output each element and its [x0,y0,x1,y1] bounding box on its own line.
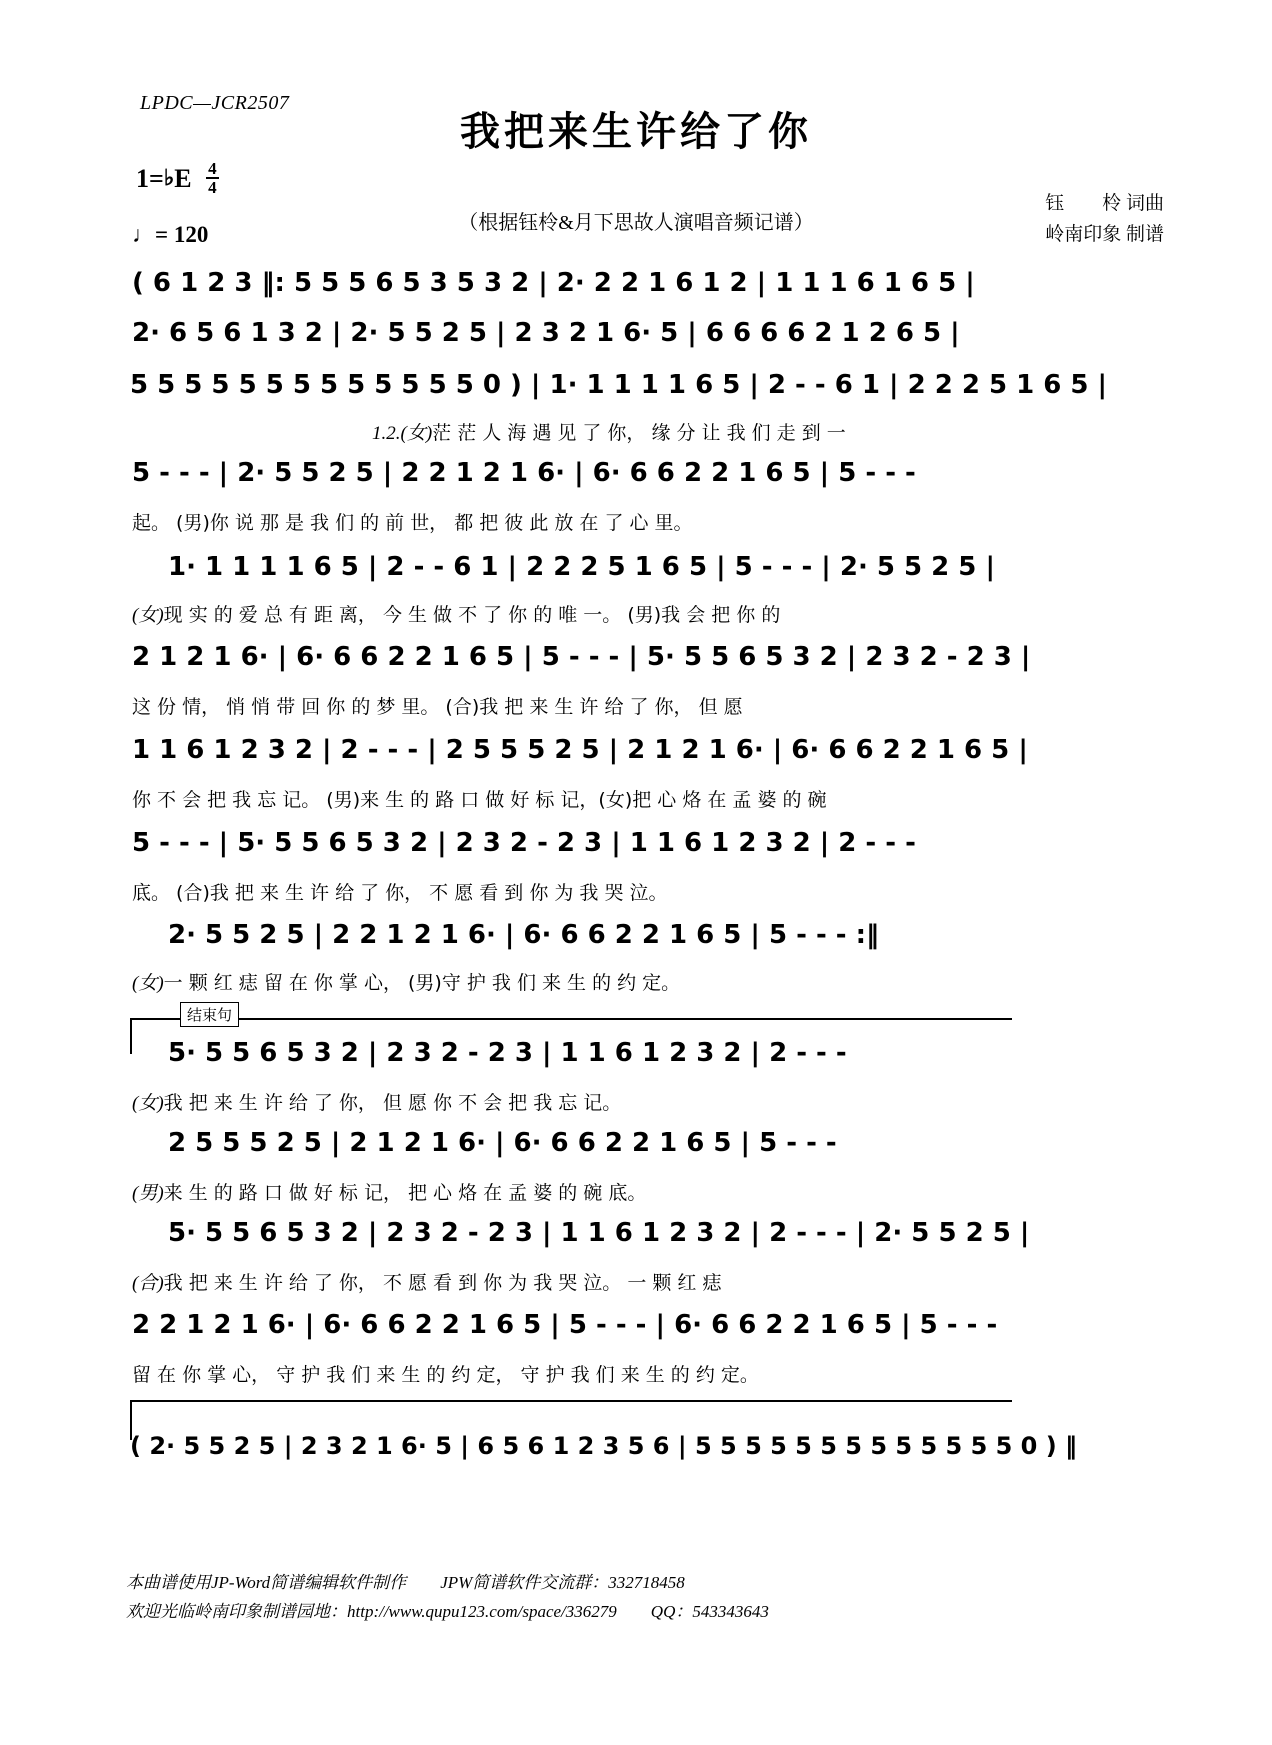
lyric-line-3 [132,600,1272,627]
document-code: LPDC—JCR2507 [140,92,290,114]
credits [1045,188,1164,251]
lyric-prefix: (女) [132,605,164,626]
music-line-1: ( 6 1 2 3 ‖: 5 5 5 6 5 3 5 3 2 | 2· 2 2 1 6 1 2 | 1 1 1 6 1 6 5 | [132,268,975,298]
music-line-6: 2 1 2 1 6· | 6· 6 6 2 2 1 6 5 | 5 - - - | 5· 5 5 6 5 3 2 | 2 3 2 - 2 3 | [132,642,1031,672]
lyric-line-6 [132,878,1272,905]
meter-numerator: 4 [208,159,217,178]
lyric-text: 底。 (合)我 把 来 生 许 给 了 你， 不 愿 看 到 你 为 我 哭 泣。 [132,882,668,904]
music-line-7: 1 1 6 1 2 3 2 | 2 - - - | 2 5 5 5 2 5 | 2 1 2 1 6· | 6· 6 6 2 2 1 6 5 | [132,735,1028,765]
meter-denominator: 4 [208,178,217,197]
key-name: E [174,164,192,193]
lyric-text: 来 生 的 路 口 做 好 标 记， 把 心 烙 在 孟 婆 的 碗 底。 [163,1182,647,1204]
lyric-text: 起。 (男)你 说 那 是 我 们 的 前 世， 都 把 彼 此 放 在 了 心 里。 [132,512,693,534]
music-line-9: 2· 5 5 2 5 | 2 2 1 2 1 6· | 6· 6 6 2 2 1 6 5 | 5 - - - :‖ [168,920,880,950]
lyric-text: 一 颗 红 痣 留 在 你 掌 心， (男)守 护 我 们 来 生 的 约 定。 [163,972,681,994]
credit-lyricist: 钰 柃 词曲 [1045,193,1164,214]
lyric-line-11 [132,1360,1272,1387]
key-label: 1= [136,164,164,193]
music-line-8: 5 - - - | 5· 5 5 6 5 3 2 | 2 3 2 - 2 3 | 1 1 6 1 2 3 2 | 2 - - - [132,828,916,858]
lyric-prefix: (合) [132,1273,164,1294]
lyric-line-9 [132,1178,1272,1205]
lyric-line-5 [132,785,1272,812]
lyric-text: 我 把 来 生 许 给 了 你， 但 愿 你 不 会 把 我 忘 记。 [163,1092,622,1114]
lyric-line-1 [372,418,1272,445]
lyric-text: 我 把 来 生 许 给 了 你， 不 愿 看 到 你 为 我 哭 泣。 一 颗 红 痣 [163,1272,722,1294]
music-line-5: 1· 1 1 1 1 6 5 | 2 - - 6 1 | 2 2 2 5 1 6 5 | 5 - - - | 2· 5 5 2 5 | [168,552,995,582]
lyric-line-7 [132,968,1272,995]
key-accidental: ♭ [163,165,175,190]
music-line-13: 2 2 1 2 1 6· | 6· 6 6 2 2 1 6 5 | 5 - - - | 6· 6 6 2 2 1 6 5 | 5 - - - [132,1310,998,1340]
lyric-text: 这 份 情， 悄 悄 带 回 你 的 梦 里。 (合)我 把 来 生 许 给 了 你， 但 愿 [132,696,743,718]
key-signature [136,160,219,196]
subtitle: （根据钰柃&月下思故人演唱音频记谱） [458,212,814,234]
music-line-14: ( 2· 5 5 2 5 | 2 3 2 1 6· 5 | 6 5 6 1 2 3 5 6 | 5 5 5 5 5 5 5 5 5 5 5 5 5 0 ) ‖ [130,1432,1078,1460]
lyric-line-2 [132,508,1272,535]
lyric-line-8 [132,1088,1272,1115]
lyric-text: 茫 茫 人 海 遇 见 了 你， 缘 分 让 我 们 走 到 一 [432,422,846,444]
footer-qq: QQ：543343643 [650,1602,769,1622]
credit-arranger: 岭南印象 制谱 [1045,224,1164,246]
music-line-10: 5· 5 5 6 5 3 2 | 2 3 2 - 2 3 | 1 1 6 1 2 3 2 | 2 - - - [168,1038,847,1068]
lyric-prefix: (女) [132,973,164,994]
music-line-2: 2· 6 5 6 1 3 2 | 2· 5 5 2 5 | 2 3 2 1 6· 5 | 6 6 6 6 2 1 2 6 5 | [132,318,960,348]
lyric-text: 留 在 你 掌 心， 守 护 我 们 来 生 的 约 定， 守 护 我 们 来 生 的 约 定。 [132,1364,759,1386]
music-line-4: 5 - - - | 2· 5 5 2 5 | 2 2 1 2 1 6· | 6· 6 6 2 2 1 6 5 | 5 - - - [132,458,916,488]
footer-line-1 [126,1569,769,1598]
music-line-3: 5 5 5 5 5 5 5 5 5 5 5 5 5 0 ) | 1· 1 1 1 1 6 5 | 2 - - 6 1 | 2 2 2 5 1 6 5 | [130,370,1108,400]
lyric-prefix: 1.2.(女) [372,423,433,444]
ending-label: 结束句 [180,1002,239,1027]
music-line-11: 2 5 5 5 2 5 | 2 1 2 1 6· | 6· 6 6 2 2 1 6 5 | 5 - - - [168,1128,837,1158]
lyric-text: 你 不 会 把 我 忘 记。 (男)来 生 的 路 口 做 好 标 记，(女)把 心 烙 在 孟 婆 的 碗 [132,789,827,811]
footer-site: 欢迎光临岭南印象制谱园地：http://www.qupu123.com/space/336279 [126,1602,617,1622]
lyric-prefix: (女) [132,1093,164,1114]
lyric-line-10 [132,1268,1272,1295]
footer-group: JPW简谱软件交流群：332718458 [440,1573,685,1593]
lyric-prefix: (男) [132,1183,164,1204]
lyric-line-4 [132,692,1272,719]
tempo-marking: ♩= 120 [132,222,209,247]
lyric-text: 现 实 的 爱 总 有 距 离， 今 生 做 不 了 你 的 唯 一。 (男)我 会 把 你 的 [163,604,781,626]
music-line-12: 5· 5 5 6 5 3 2 | 2 3 2 - 2 3 | 1 1 6 1 2 3 2 | 2 - - - | 2· 5 5 2 5 | [168,1218,1030,1248]
footer [126,1569,769,1627]
time-signature [206,160,219,196]
footer-software: 本曲谱使用JP-Word简谱编辑软件制作 [126,1573,407,1593]
footer-line-2 [126,1598,769,1627]
page-title: 我把来生许给了你 [460,109,812,155]
